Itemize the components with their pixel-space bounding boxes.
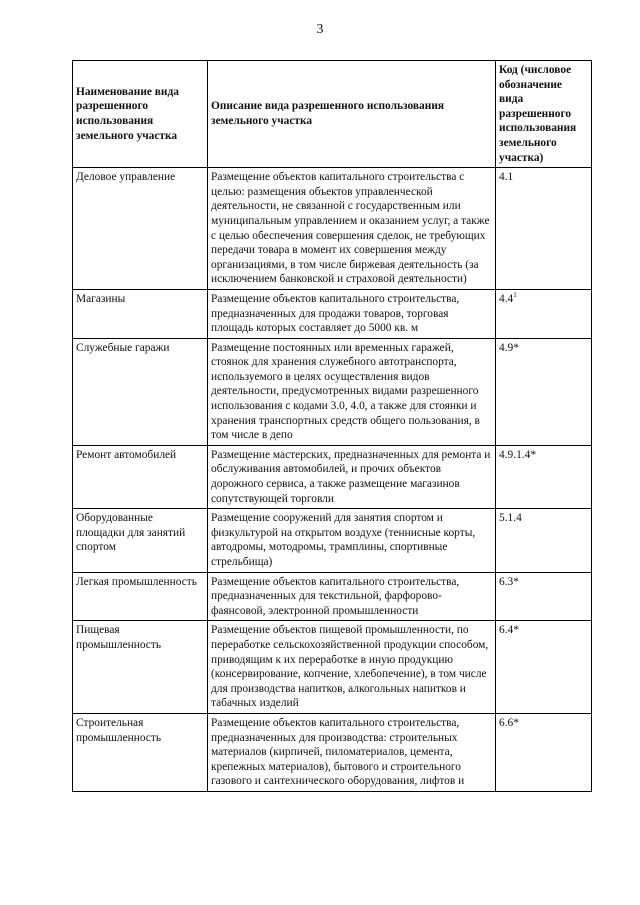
page-number: 3 <box>316 22 324 37</box>
table-row <box>73 445 592 508</box>
cell-name: Служебные гаражи <box>73 338 208 445</box>
table-row <box>73 713 592 791</box>
cell-description: Размещение постоянных или временных гаражей, стоянок для хранения служебного автотранспорта, используемого в целях осуществления видов деятельности, предусмотренных видами разрешенного использования с кодами 3.0, 4.0, а также для стоянки и хранения транспортных средств общего пользования, в том числе в депо <box>208 338 496 445</box>
cell-name: Ремонт автомобилей <box>73 445 208 508</box>
table-row <box>73 509 592 572</box>
table-row <box>73 289 592 338</box>
cell-name: Деловое управление <box>73 168 208 290</box>
cell-name: Легкая промышленность <box>73 572 208 621</box>
table-row <box>73 338 592 445</box>
table-row <box>73 572 592 621</box>
cell-name: Строительная промышленность <box>73 713 208 791</box>
cell-name: Магазины <box>73 289 208 338</box>
header-code: Код (числовое обозначение вида разрешенного использования земельного участка) <box>496 61 592 168</box>
code-value: 6.4* <box>499 624 519 637</box>
cell-code <box>496 445 592 508</box>
cell-description: Размещение объектов капитального строительства, предназначенных для продажи товаров, торговая площадь которых составляет до 5000 кв. м <box>208 289 496 338</box>
cell-code <box>496 289 592 338</box>
cell-description: Размещение сооружений для занятия спортом и физкультурой на открытом воздухе (теннисные корты, автодромы, мотодромы, трамплины, спортивные стрельбища) <box>208 509 496 572</box>
cell-description: Размещение объектов капитального строительства, предназначенных для текстильной, фарфорово-фаянсовой, электронной промышленности <box>208 572 496 621</box>
cell-code <box>496 509 592 572</box>
table-row <box>73 168 592 290</box>
cell-code <box>496 621 592 714</box>
code-value: 4.9.1.4* <box>499 448 537 461</box>
header-name: Наименование вида разрешенного использования земельного участка <box>73 61 208 168</box>
code-value: 4.4 <box>499 292 514 305</box>
table-row <box>73 621 592 714</box>
header-description: Описание вида разрешенного использования земельного участка <box>208 61 496 168</box>
cell-description: Размещение мастерских, предназначенных для ремонта и обслуживания автомобилей, и прочих объектов дорожного сервиса, а также размещение магазинов сопутствующей торговли <box>208 445 496 508</box>
code-value: 6.6* <box>499 716 519 729</box>
code-value: 4.9* <box>499 341 519 354</box>
land-use-table <box>72 60 592 792</box>
code-superscript: 1 <box>513 291 517 300</box>
cell-code <box>496 338 592 445</box>
cell-name: Пищевая промышленность <box>73 621 208 714</box>
code-value: 5.1.4 <box>499 512 522 525</box>
cell-name: Оборудованные площадки для занятий спортом <box>73 509 208 572</box>
cell-description: Размещение объектов капитального строительства с целью: размещения объектов управленческой деятельности, не связанной с государственным или муниципальным управлением и оказанием услуг, а также с целью обеспечения совершения сделок, не требующих передачи товара в момент их совершения между организациями, в том числе биржевая деятельность (за исключением банковской и страховой деятельности) <box>208 168 496 290</box>
code-value: 4.1 <box>499 171 514 184</box>
cell-code <box>496 168 592 290</box>
cell-code <box>496 713 592 791</box>
code-value: 6.3* <box>499 575 519 588</box>
cell-description: Размещение объектов капитального строительства, предназначенных для производства: строительных материалов (кирпичей, пиломатериалов, цемента, крепежных материалов), бытового и строительного газового и сантехнического оборудования, лифтов и <box>208 713 496 791</box>
cell-description: Размещение объектов пищевой промышленности, по переработке сельскохозяйственной продукции способом, приводящим к их переработке в иную продукцию (консервирование, копчение, хлебопечение), в том числе для производства напитков, алкогольных напитков и табачных изделий <box>208 621 496 714</box>
table-header-row <box>73 61 592 168</box>
cell-code <box>496 572 592 621</box>
